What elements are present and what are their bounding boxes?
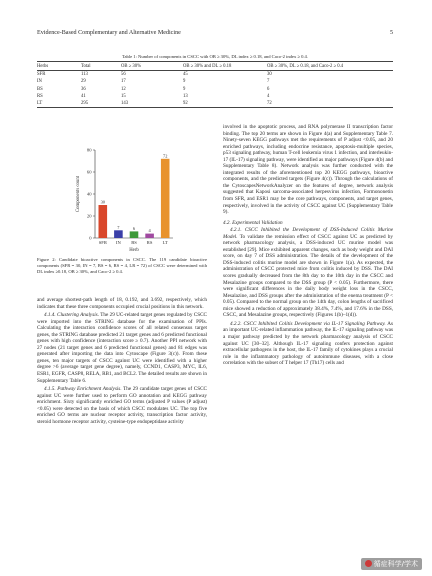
column-header: Total	[81, 62, 121, 71]
table-cell: IN	[37, 79, 42, 85]
table-cell: 72	[267, 100, 351, 108]
paragraph-text: The 29 candidate target genes of CSCC against UC were further used to perform GO annotation and KEGG pathway enrichment. Sixty significantly enriched GO terms (adjusted P values (P adjust) <0.05) were detected on the basis of which CSCC modulates UC. The top five enriched GO terms are nuclear receptor activity, transcription factor activity, steroid hormone receptor activity, cysteine-type endopeptidase activity	[37, 386, 207, 425]
table-cell	[351, 86, 393, 93]
section-heading: 4.2.1. CSCC Inhibited the Development of DSS-Induced Colitis Murine Model.	[223, 227, 393, 240]
y-axis-label: Components count	[76, 175, 81, 213]
y-tick-label: 60	[86, 169, 92, 175]
table-cell: BS	[37, 86, 43, 92]
page-number: 5	[389, 30, 393, 36]
table-row	[37, 93, 393, 100]
table-cell	[351, 78, 393, 85]
table-row	[37, 100, 393, 108]
journal-title: Evidence-Based Complementary and Alternative Medicine	[37, 30, 181, 36]
running-head	[37, 30, 393, 40]
paragraph	[37, 386, 207, 425]
data-label: 30	[100, 199, 105, 205]
table-cell: 113	[81, 72, 88, 78]
table-cell: 12	[121, 86, 126, 92]
table-cell: 56	[121, 72, 126, 78]
table-cell: 36	[81, 86, 86, 92]
bar-rs	[145, 234, 154, 238]
table-cell: RS	[37, 93, 43, 99]
left-column	[37, 297, 207, 427]
table-cell: 29	[81, 79, 86, 85]
x-tick-label: SFR	[98, 240, 107, 245]
table-cell: LT	[37, 100, 81, 108]
section-heading: 4.1.4. Clustering Analysis.	[44, 312, 99, 319]
data-label: 6	[132, 225, 136, 231]
watermark-text: 循症科学/学术	[373, 560, 418, 568]
table-cell: 92	[183, 100, 267, 108]
table-cell	[351, 93, 393, 100]
section-heading: 4.2.2. CSCC Inhibited Colitis Development via IL-17 Signaling Pathway.	[230, 320, 386, 327]
column-header: OB ≥ 30%, DL ≥ 0.18, and Caco-2 ≥ 0.4	[267, 62, 351, 71]
bar-bs	[130, 231, 139, 238]
column-header: Herbs	[37, 62, 81, 71]
y-tick-label: 0	[89, 235, 92, 241]
right-column	[223, 124, 393, 369]
table-cell: 6	[267, 86, 270, 92]
y-tick-label: 80	[86, 147, 92, 153]
figure-caption: Figure 2: Candidate bioactive components in CSCC. The 119 candidate bioactive components (SFR = 30, IN = 7, BS = 6, RS = 4, LR = 72) of CSCC were determined with DL index ≥0.18, OB ≥ 30%, and Caco-2 ≥ 0.4.	[37, 257, 207, 275]
table-header-row	[37, 62, 393, 71]
table-caption: Table 1: Number of components in CSCC with OB ≥ 30%, DL index ≥ 0.18, and Caco-2 index ≥ 0.4.	[122, 54, 308, 59]
bar-chart	[37, 140, 207, 258]
paragraph	[223, 227, 393, 319]
watermark	[361, 558, 422, 570]
wechat-logo-icon	[365, 560, 372, 567]
section-heading: 4.1.5. Pathway Enrichment Analysis.	[44, 386, 122, 393]
x-tick-label: BS	[131, 240, 137, 245]
x-tick-label: RS	[146, 240, 153, 245]
table-cell: 295	[81, 100, 121, 108]
x-tick-label: IN	[115, 240, 121, 245]
data-label: 4	[148, 228, 151, 234]
paragraph: involved in the apoptotic process, and RNA polymerase II transcription factor binding. The top 20 terms are shown in Figure 4(a) and Supplementary Table 7. Ninety-seven KEGG pathways met the requirements of P adjust <0.05, and 20 enriched pathways, including endocrine resistance, apoptosis-multiple species, p53 signaling pathway, human T-cell leukemia virus 1 infection, and interleukin-17 (IL-17) signaling pathway, were identified as major pathways (Figure 4(b) and Supplementary Table 8). Network analysis was further conducted with the integrated results of the aforementioned top 20 KEGG pathways, bioactive components, and the predicted targets (Figure 4(c)). Through the calculations of the CytoscapesNetworkAnalyzer on the features of degree, network analysis suggested that Kaposi sarcoma-associated herpesvirus infection, Formononetin from SFR, and ESR1 may be the core pathways, components, and target genes, respectively, involved in the activity of CSCC against UC (Supplementary Table 9).	[223, 124, 393, 216]
table-cell: 45	[183, 72, 188, 78]
paragraph	[223, 321, 393, 367]
table-cell: 9	[183, 79, 186, 85]
table-cell: 4	[267, 93, 270, 99]
y-tick-label: 40	[86, 191, 92, 197]
table-cell: 30	[267, 72, 272, 78]
table-cell	[351, 100, 393, 108]
paragraph-text: The 29 UC-related target genes regulated by CSCC were imported into the STRING database for the examination of PPIs. Calculating the interaction confidence scores of all related consensus target genes, the STRING database predicted 21 target genes and 6 predicted functional genes with high confidence (interaction score ≥ 0.7). Another PPI network with 27 nodes (21 target genes and 6 predicted functional genes) and 81 edges was generated after importing the data into Cytoscape (Figure 3(c)). From these genes, ten major targets of CSCC against UC were identified with a higher degree >6 (average target gene degree), namely, CCND1, CASP3, MYC, IL6, ESR1, EGFR, CASP8, RELA, RB1, and BCL2. The detailed results are shown in Supplementary Table 6.	[37, 312, 208, 384]
table-row	[37, 86, 393, 93]
column-header	[351, 62, 393, 71]
table-cell: 9	[183, 86, 186, 92]
paragraph	[37, 312, 207, 384]
table-cell	[351, 71, 393, 79]
section-heading: 4.2. Experimental Validation	[223, 219, 283, 226]
figure-2	[37, 140, 207, 258]
y-tick-label: 20	[86, 213, 92, 219]
data-label: 7	[117, 224, 120, 230]
x-tick-label: LT	[162, 240, 168, 245]
components-table	[37, 61, 393, 108]
table-cell: 41	[81, 93, 86, 99]
bar-sfr	[99, 205, 108, 238]
table-row	[37, 71, 393, 79]
table-cell: 7	[267, 79, 270, 85]
x-axis-label: Herb	[129, 248, 139, 253]
bar-lt	[161, 159, 170, 238]
column-header: OB ≥ 30%	[121, 62, 183, 71]
bar-in	[114, 230, 123, 238]
paragraph-text: As an important UC-related inflammation pathway, the IL-17 signaling pathway was a major pathway predicted by the network pharmacology analysis of CSCC against UC [30–32]. Although IL-17 signaling confers protection against extracellular pathogens in the host, the IL-17 family of cytokines plays a crucial role in the inflammatory pathology of autoimmune diseases, with a close correlation with the subset of T helper 17 (Th17) cells and	[223, 320, 393, 367]
table-cell: 13	[183, 93, 188, 99]
table-row	[37, 78, 393, 85]
table-cell: 17	[121, 79, 126, 85]
table-cell: SFR	[37, 72, 46, 78]
data-label: 72	[163, 153, 168, 159]
column-header: OB ≥ 30% and DL ≥ 0.18	[183, 62, 267, 71]
paragraph: and average shortest-path length of 18, 0.192, and 3.692, respectively, which indicates that these three components occupied crucial positions in this network.	[37, 297, 207, 310]
table-cell: 15	[121, 93, 126, 99]
table-cell: 143	[121, 100, 183, 108]
paragraph-text: To validate the remission effect of CSCC against UC as predicted by network pharmacology analysis, a DSS-induced UC murine model was established [29]. Mice exhibited apparent changes, such as body weight and DAI score, on day 7 of DSS administration. The details of the development of the DSS-induced colitis murine model are shown in Figure 1(a). As expected, the administration of CSCC protected mice from colitis induced by DSS. The DAI scores gradually decreased from the 8th day to the 10th day in the CSCC and Mesalazine groups compared to the DSS group (P < 0.05). Furthermore, there were significant differences in the daily body weight loss in the CSCC, Mesalazine, and DSS groups after the administration of the enema treatment (P < 0.05). Compared to the normal group on the 14th day, colon lengths of sacrificed mice showed a reduction of approximately 38.4%, 7.4%, and 17.6% in the DSS, CSCC, and Mesalazine groups, respectively (Figures 1(b)–1(d)).	[223, 233, 393, 319]
